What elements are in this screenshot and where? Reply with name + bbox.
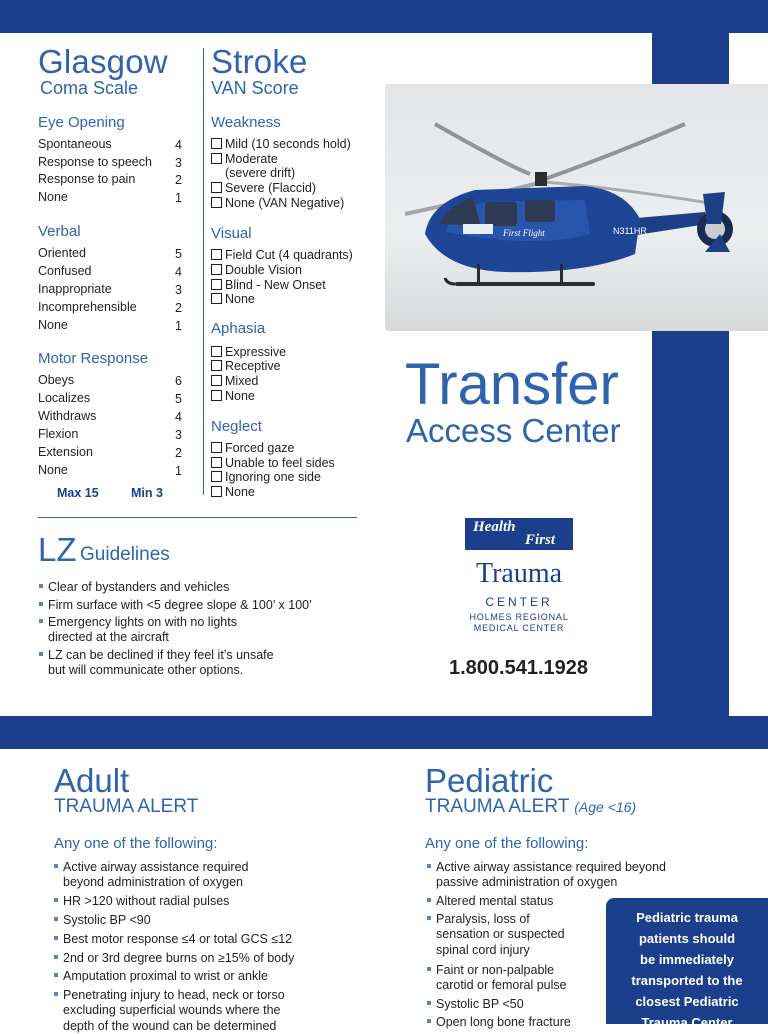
- adult-criterion: 2nd or 3rd degree burns on ≥15% of body: [63, 951, 294, 966]
- pediatric-criterion: Open long bone fracture: [436, 1015, 571, 1030]
- aphasia-heading: Aphasia: [211, 320, 266, 337]
- gcs-item-label: Obeys: [38, 373, 75, 387]
- aphasia-checkbox[interactable]: Expressive: [211, 345, 286, 359]
- gcs-item-label: Confused: [38, 264, 92, 278]
- pediatric-criterion: Altered mental status: [436, 894, 553, 909]
- pediatric-criterion: Systolic BP <50: [436, 997, 524, 1012]
- aphasia-checkbox[interactable]: None: [211, 389, 255, 403]
- gcs-item-label: None: [38, 318, 68, 332]
- gcs-item-score: 5: [175, 392, 182, 406]
- weakness-checkbox[interactable]: None (VAN Negative): [211, 196, 344, 210]
- middle-band: [0, 716, 768, 749]
- gcs-item-label: Inappropriate: [38, 282, 112, 296]
- pediatric-title: Pediatric: [425, 762, 554, 799]
- section-divider: [38, 517, 357, 518]
- phone-number[interactable]: 1.800.541.1928: [449, 657, 589, 679]
- helicopter-side-text: First Flight: [503, 228, 545, 238]
- logo-center-text: CENTER: [485, 595, 553, 609]
- visual-checkbox[interactable]: Double Vision: [211, 263, 302, 277]
- lz-guideline-item: Firm surface with <5 degree slope & 100’ x 100’: [48, 598, 312, 613]
- gcs-item-score: 1: [175, 464, 182, 478]
- visual-checkbox[interactable]: Blind - New Onset: [211, 278, 326, 292]
- pediatric-lead: Any one of the following:: [425, 835, 589, 852]
- gcs-item-label: None: [38, 190, 68, 204]
- pediatric-subtitle: TRAUMA ALERT (Age <16): [425, 796, 637, 817]
- eye-opening-heading: Eye Opening: [38, 114, 125, 131]
- logo-line-2: First: [525, 532, 556, 548]
- lz-subtitle: Guidelines: [80, 544, 170, 565]
- adult-subtitle: TRAUMA ALERT: [54, 796, 199, 817]
- gcs-item-score: 6: [175, 374, 182, 388]
- weakness-checkbox-continuation: (severe drift): [225, 166, 296, 180]
- gcs-item-score: 1: [175, 191, 182, 205]
- visual-checkbox[interactable]: None: [211, 292, 255, 306]
- adult-criterion: Best motor response ≤4 or total GCS ≤12: [63, 932, 292, 947]
- gcs-item-score: 4: [175, 138, 182, 152]
- pediatric-criterion: Faint or non-palpable carotid or femoral pulse: [436, 963, 567, 994]
- visual-heading: Visual: [211, 225, 252, 242]
- gcs-item-label: Extension: [38, 445, 93, 459]
- weakness-heading: Weakness: [211, 114, 281, 131]
- gcs-item-score: 4: [175, 410, 182, 424]
- adult-criterion: Penetrating injury to head, neck or torso excluding superficial wounds where the depth of the wound can be determined: [63, 988, 285, 1034]
- gcs-min: Min 3: [131, 486, 163, 500]
- glasgow-title: Glasgow: [38, 43, 168, 80]
- gcs-item-label: Withdraws: [38, 409, 97, 423]
- column-divider: [203, 48, 204, 495]
- weakness-checkbox[interactable]: Mild (10 seconds hold): [211, 137, 351, 151]
- gcs-item-score: 2: [175, 173, 182, 187]
- gcs-item-score: 5: [175, 247, 182, 261]
- helicopter-illustration: [385, 84, 768, 331]
- stroke-subtitle: VAN Score: [211, 78, 299, 98]
- neglect-checkbox[interactable]: Unable to feel sides: [211, 456, 335, 470]
- gcs-item-score: 3: [175, 283, 182, 297]
- gcs-item-score: 2: [175, 301, 182, 315]
- adult-title: Adult: [54, 762, 130, 799]
- gcs-item-label: Flexion: [38, 427, 79, 441]
- gcs-item-score: 3: [175, 428, 182, 442]
- weakness-checkbox[interactable]: Severe (Flaccid): [211, 181, 316, 195]
- pediatric-callout: Pediatric trauma patients should be immediately transported to the closest Pediatric Trauma Center: [606, 898, 768, 1024]
- lz-title: LZ: [38, 531, 77, 568]
- health-first-logo: [465, 518, 573, 550]
- transfer-subtitle: Access Center: [406, 412, 621, 449]
- adult-criterion: Active airway assistance required beyond administration of oxygen: [63, 860, 249, 891]
- gcs-item-score: 1: [175, 319, 182, 333]
- gcs-item-label: Oriented: [38, 246, 86, 260]
- gcs-item-label: Response to speech: [38, 155, 152, 169]
- gcs-item-score: 4: [175, 265, 182, 279]
- adult-criterion: Amputation proximal to wrist or ankle: [63, 969, 268, 984]
- neglect-checkbox[interactable]: None: [211, 485, 255, 499]
- helicopter-tail-number: N311HR: [613, 226, 647, 236]
- adult-lead: Any one of the following:: [54, 835, 218, 852]
- transfer-title: Transfer: [405, 352, 619, 417]
- gcs-item-label: Incomprehensible: [38, 300, 137, 314]
- weakness-checkbox[interactable]: Moderate: [211, 152, 278, 166]
- adult-criterion: Systolic BP <90: [63, 913, 151, 928]
- pediatric-criterion: Paralysis, loss of sensation or suspected spinal cord injury: [436, 912, 565, 958]
- glasgow-subtitle: Coma Scale: [40, 78, 139, 98]
- gcs-item-score: 2: [175, 446, 182, 460]
- neglect-checkbox[interactable]: Forced gaze: [211, 441, 294, 455]
- gcs-item-label: None: [38, 463, 68, 477]
- trauma-logo-text: Trauma: [475, 558, 563, 589]
- verbal-heading: Verbal: [38, 223, 81, 240]
- neglect-heading: Neglect: [211, 418, 262, 435]
- visual-checkbox[interactable]: Field Cut (4 quadrants): [211, 248, 353, 262]
- lz-guideline-item: Emergency lights on with no lights directed at the aircraft: [48, 615, 237, 646]
- aphasia-checkbox[interactable]: Mixed: [211, 374, 258, 388]
- neglect-checkbox[interactable]: Ignoring one side: [211, 470, 321, 484]
- gcs-item-label: Localizes: [38, 391, 91, 405]
- pediatric-age-note: (Age <16): [574, 799, 637, 815]
- lz-guideline-item: LZ can be declined if they feel it’s unsafe but will communicate other options.: [48, 648, 274, 679]
- gcs-item-label: Spontaneous: [38, 137, 112, 151]
- hospital-name: HOLMES REGIONAL MEDICAL CENTER: [469, 612, 569, 633]
- adult-criterion: HR >120 without radial pulses: [63, 894, 229, 909]
- pediatric-criterion: Active airway assistance required beyond passive administration of oxygen: [436, 860, 666, 891]
- top-band: [0, 0, 768, 33]
- motor-response-heading: Motor Response: [38, 350, 149, 367]
- aphasia-checkbox[interactable]: Receptive: [211, 359, 281, 373]
- logo-line-1: Health: [473, 519, 516, 535]
- lz-guideline-item: Clear of bystanders and vehicles: [48, 580, 229, 595]
- gcs-item-score: 3: [175, 156, 182, 170]
- gcs-item-label: Response to pain: [38, 172, 136, 186]
- helicopter-photo: [385, 84, 768, 331]
- stroke-title: Stroke: [211, 43, 308, 80]
- gcs-max: Max 15: [57, 486, 99, 500]
